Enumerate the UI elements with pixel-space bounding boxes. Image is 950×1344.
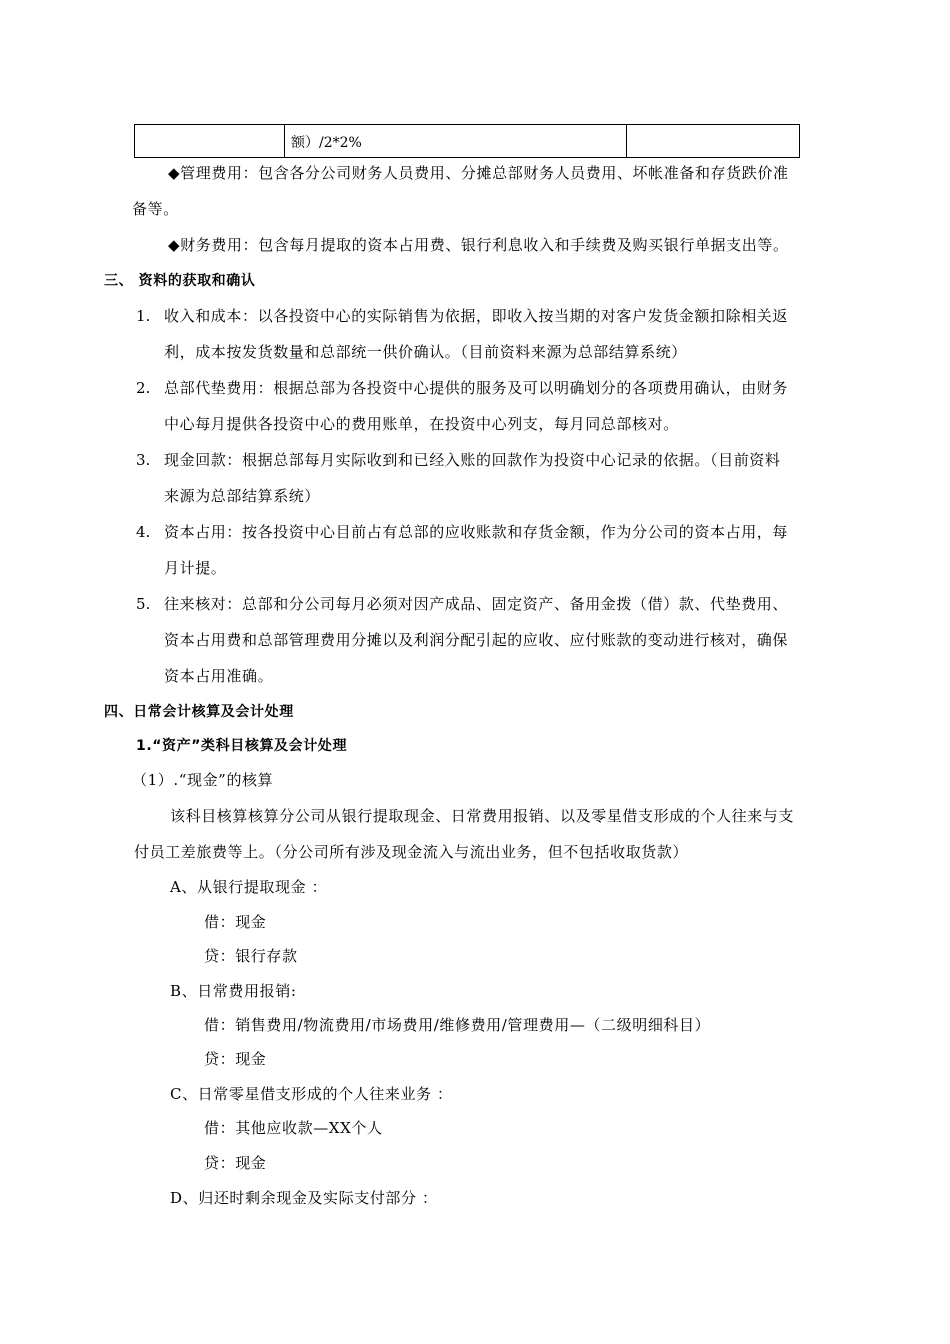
bullet-management-fee-line1: ◆管理费用：包含各分公司财务人员费用、分摊总部财务人员费用、坏帐准备和存货跌价准 — [168, 164, 789, 182]
item-4-line1: 资本占用：按各投资中心目前占有总部的应收账款和存货金额，作为分公司的资本占用，每 — [164, 523, 789, 541]
cash-paragraph-line1: 该科目核算核算分公司从银行提取现金、日常费用报销、以及零星借支形成的个人往来与支 — [170, 807, 795, 825]
entry-d-title: D、归还时剩余现金及实际支付部分 ： — [170, 1189, 438, 1207]
bullet-finance-fee: ◆财务费用：包含每月提取的资本占用费、银行利息收入和手续费及购买银行单据支出等。 — [168, 236, 789, 254]
section-4-heading: 四、日常会计核算及会计处理 — [104, 704, 294, 720]
item-4-number: 4. — [136, 523, 151, 541]
cash-paragraph-line2: 付员工差旅费等上。（分公司所有涉及现金流入与流出业务，但不包括收取货款） — [134, 843, 689, 861]
item-5-line3: 资本占用准确。 — [164, 667, 274, 685]
entry-b-title: B、日常费用报销: — [170, 982, 297, 1000]
item-4-line2: 月计提。 — [164, 559, 227, 577]
item-1-line2: 利，成本按发货数量和总部统一供价确认。（目前资料来源为总部结算系统） — [164, 343, 687, 361]
table-cell-formula: 额）/2*2% — [285, 125, 627, 157]
subsection-1-1-heading: （1）.“现金”的核算 — [132, 771, 274, 789]
item-5-line1: 往来核对：总部和分公司每月必须对因产成品、固定资产、备用金拨（借）款、代垫费用、 — [164, 595, 789, 613]
item-1-line1: 收入和成本：以各投资中心的实际销售为依据，即收入按当期的对客户发货金额扣除相关返 — [164, 307, 789, 325]
entry-b-credit: 贷：现金 — [204, 1050, 267, 1068]
item-2-number: 2. — [136, 379, 151, 397]
item-3-line1: 现金回款：根据总部每月实际收到和已经入账的回款作为投资中心记录的依据。（目前资料 — [164, 451, 781, 469]
item-2-line1: 总部代垫费用：根据总部为各投资中心提供的服务及可以明确划分的各项费用确认，由财务 — [164, 379, 789, 397]
item-3-number: 3. — [136, 451, 151, 469]
item-5-line2: 资本占用费和总部管理费用分摊以及利润分配引起的应收、应付账款的变动进行核对，确保 — [164, 631, 789, 649]
entry-a-title: A、从银行提取现金 ： — [170, 878, 328, 896]
entry-c-credit: 贷：现金 — [204, 1154, 267, 1172]
entry-c-debit: 借：其他应收款—XX个人 — [204, 1119, 383, 1137]
table-cell-empty-left — [135, 125, 285, 157]
item-2-line2: 中心每月提供各投资中心的费用账单，在投资中心列支，每月同总部核对。 — [164, 415, 679, 433]
subsection-1-heading: 1.“资产”类科目核算及会计处理 — [136, 738, 348, 754]
entry-b-debit: 借：销售费用/物流费用/市场费用/维修费用/管理费用—（二级明细科目） — [204, 1016, 711, 1034]
table-cell-empty-right — [627, 125, 799, 157]
item-3-line2: 来源为总部结算系统） — [164, 487, 321, 505]
item-1-number: 1. — [136, 307, 151, 325]
section-3-heading: 三、 资料的获取和确认 — [104, 273, 256, 289]
entry-a-debit: 借：现金 — [204, 913, 267, 931]
entry-c-title: C、日常零星借支形成的个人往来业务 ： — [170, 1085, 453, 1103]
bullet-management-fee-line2: 备等。 — [132, 200, 179, 218]
item-5-number: 5. — [136, 595, 151, 613]
table-fragment — [134, 124, 800, 158]
entry-a-credit: 贷：银行存款 — [204, 947, 298, 965]
